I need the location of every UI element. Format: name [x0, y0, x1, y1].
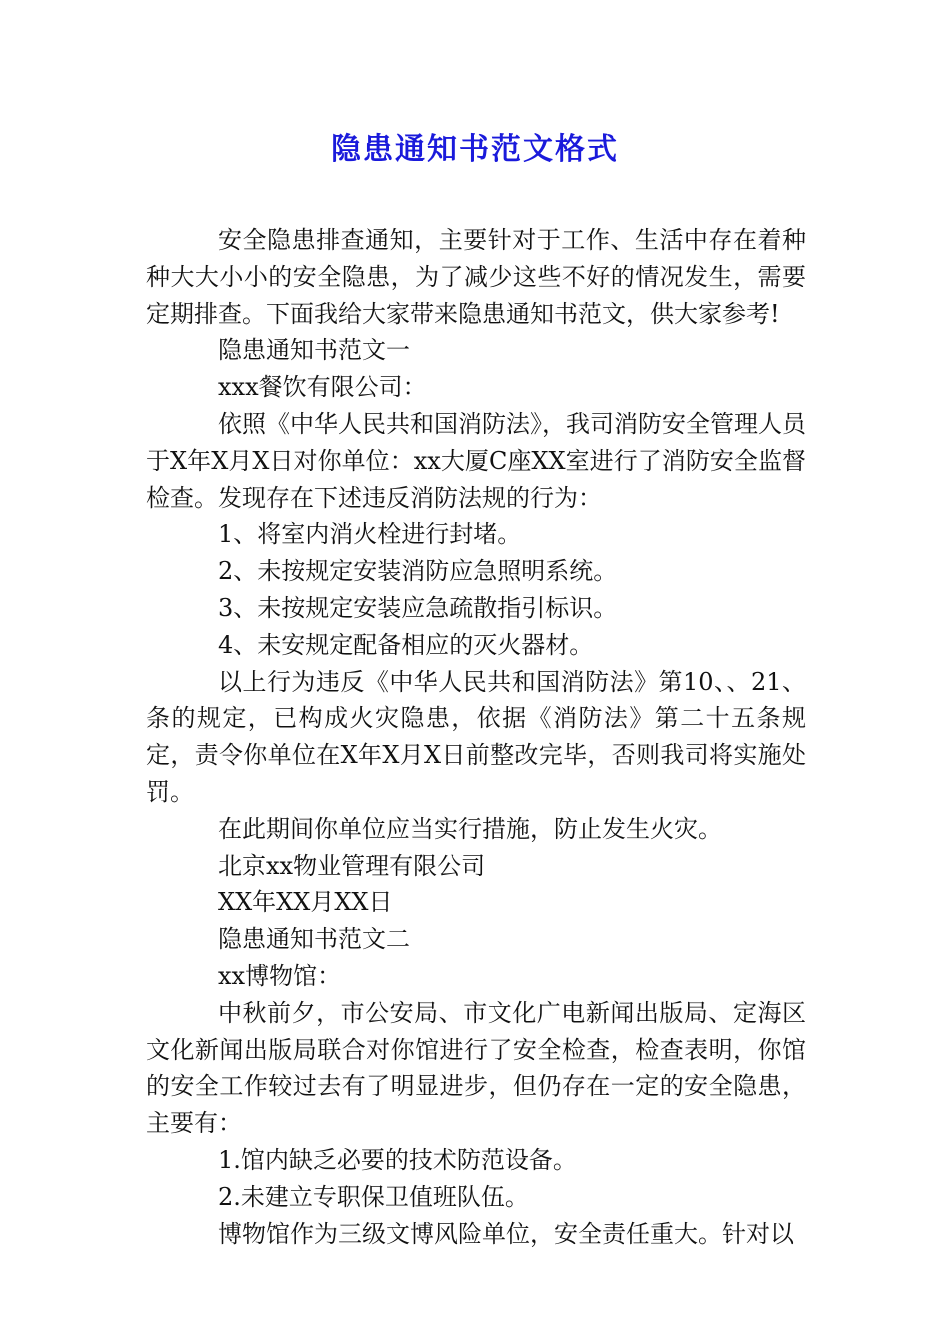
signature-date: XX年XX月XX日 [218, 888, 393, 917]
document-body [146, 222, 806, 1252]
violation-item: 4、未安规定配备相应的灭火器材。 [218, 630, 594, 659]
violation-item: 1、将室内消火栓进行封堵。 [218, 520, 522, 549]
paragraph-intro: 安全隐患排查通知，主要针对于工作、生活中存在着种种大大小小的安全隐患，为了减少这些不好的情况发生，需要定期排查。下面我给大家带来隐患通知书范文，供大家参考! [146, 226, 806, 328]
paragraph-museum-inspection: 中秋前夕，市公安局、市文化广电新闻出版局、定海区文化新闻出版局联合对你馆进行了安全检查，检查表明，你馆的安全工作较过去有了明显进步，但仍存在一定的安全隐患，主要有： [146, 998, 806, 1138]
paragraph-inspection: 依照《中华人民共和国消防法》，我司消防安全管理人员于X年X月X日对你单位：xx大厦C座XX室进行了消防安全监督检查。发现存在下述违反消防法规的行为： [146, 409, 806, 512]
hazard-item: 1.馆内缺乏必要的技术防范设备。 [218, 1145, 577, 1174]
paragraph-precaution: 在此期间你单位应当实行措施，防止发生火灾。 [218, 814, 722, 843]
heading-sample-one: 隐患通知书范文一 [218, 336, 410, 365]
paragraph-order: 以上行为违反《中华人民共和国消防法》第10、、21、条的规定，已构成火灾隐患，依据《消防法》第二十五条规定，责令你单位在X年X月X日前整改完毕，否则我司将实施处罚。 [146, 667, 806, 806]
hazard-item: 2.未建立专职保卫值班队伍。 [218, 1182, 529, 1211]
addressee-two: xx博物馆： [218, 961, 342, 990]
paragraph-museum-responsibility: 博物馆作为三级文博风险单位，安全责任重大。针对以 [218, 1219, 794, 1248]
signature-company: 北京xx物业管理有限公司 [218, 851, 486, 880]
violation-item: 3、未按规定安装应急疏散指引标识。 [218, 593, 618, 622]
violation-item: 2、未按规定安装消防应急照明系统。 [218, 557, 618, 586]
heading-sample-two: 隐患通知书范文二 [218, 925, 410, 954]
document-title: 隐患通知书范文格式 [331, 132, 619, 167]
addressee-one: xxx餐饮有限公司： [218, 373, 427, 402]
